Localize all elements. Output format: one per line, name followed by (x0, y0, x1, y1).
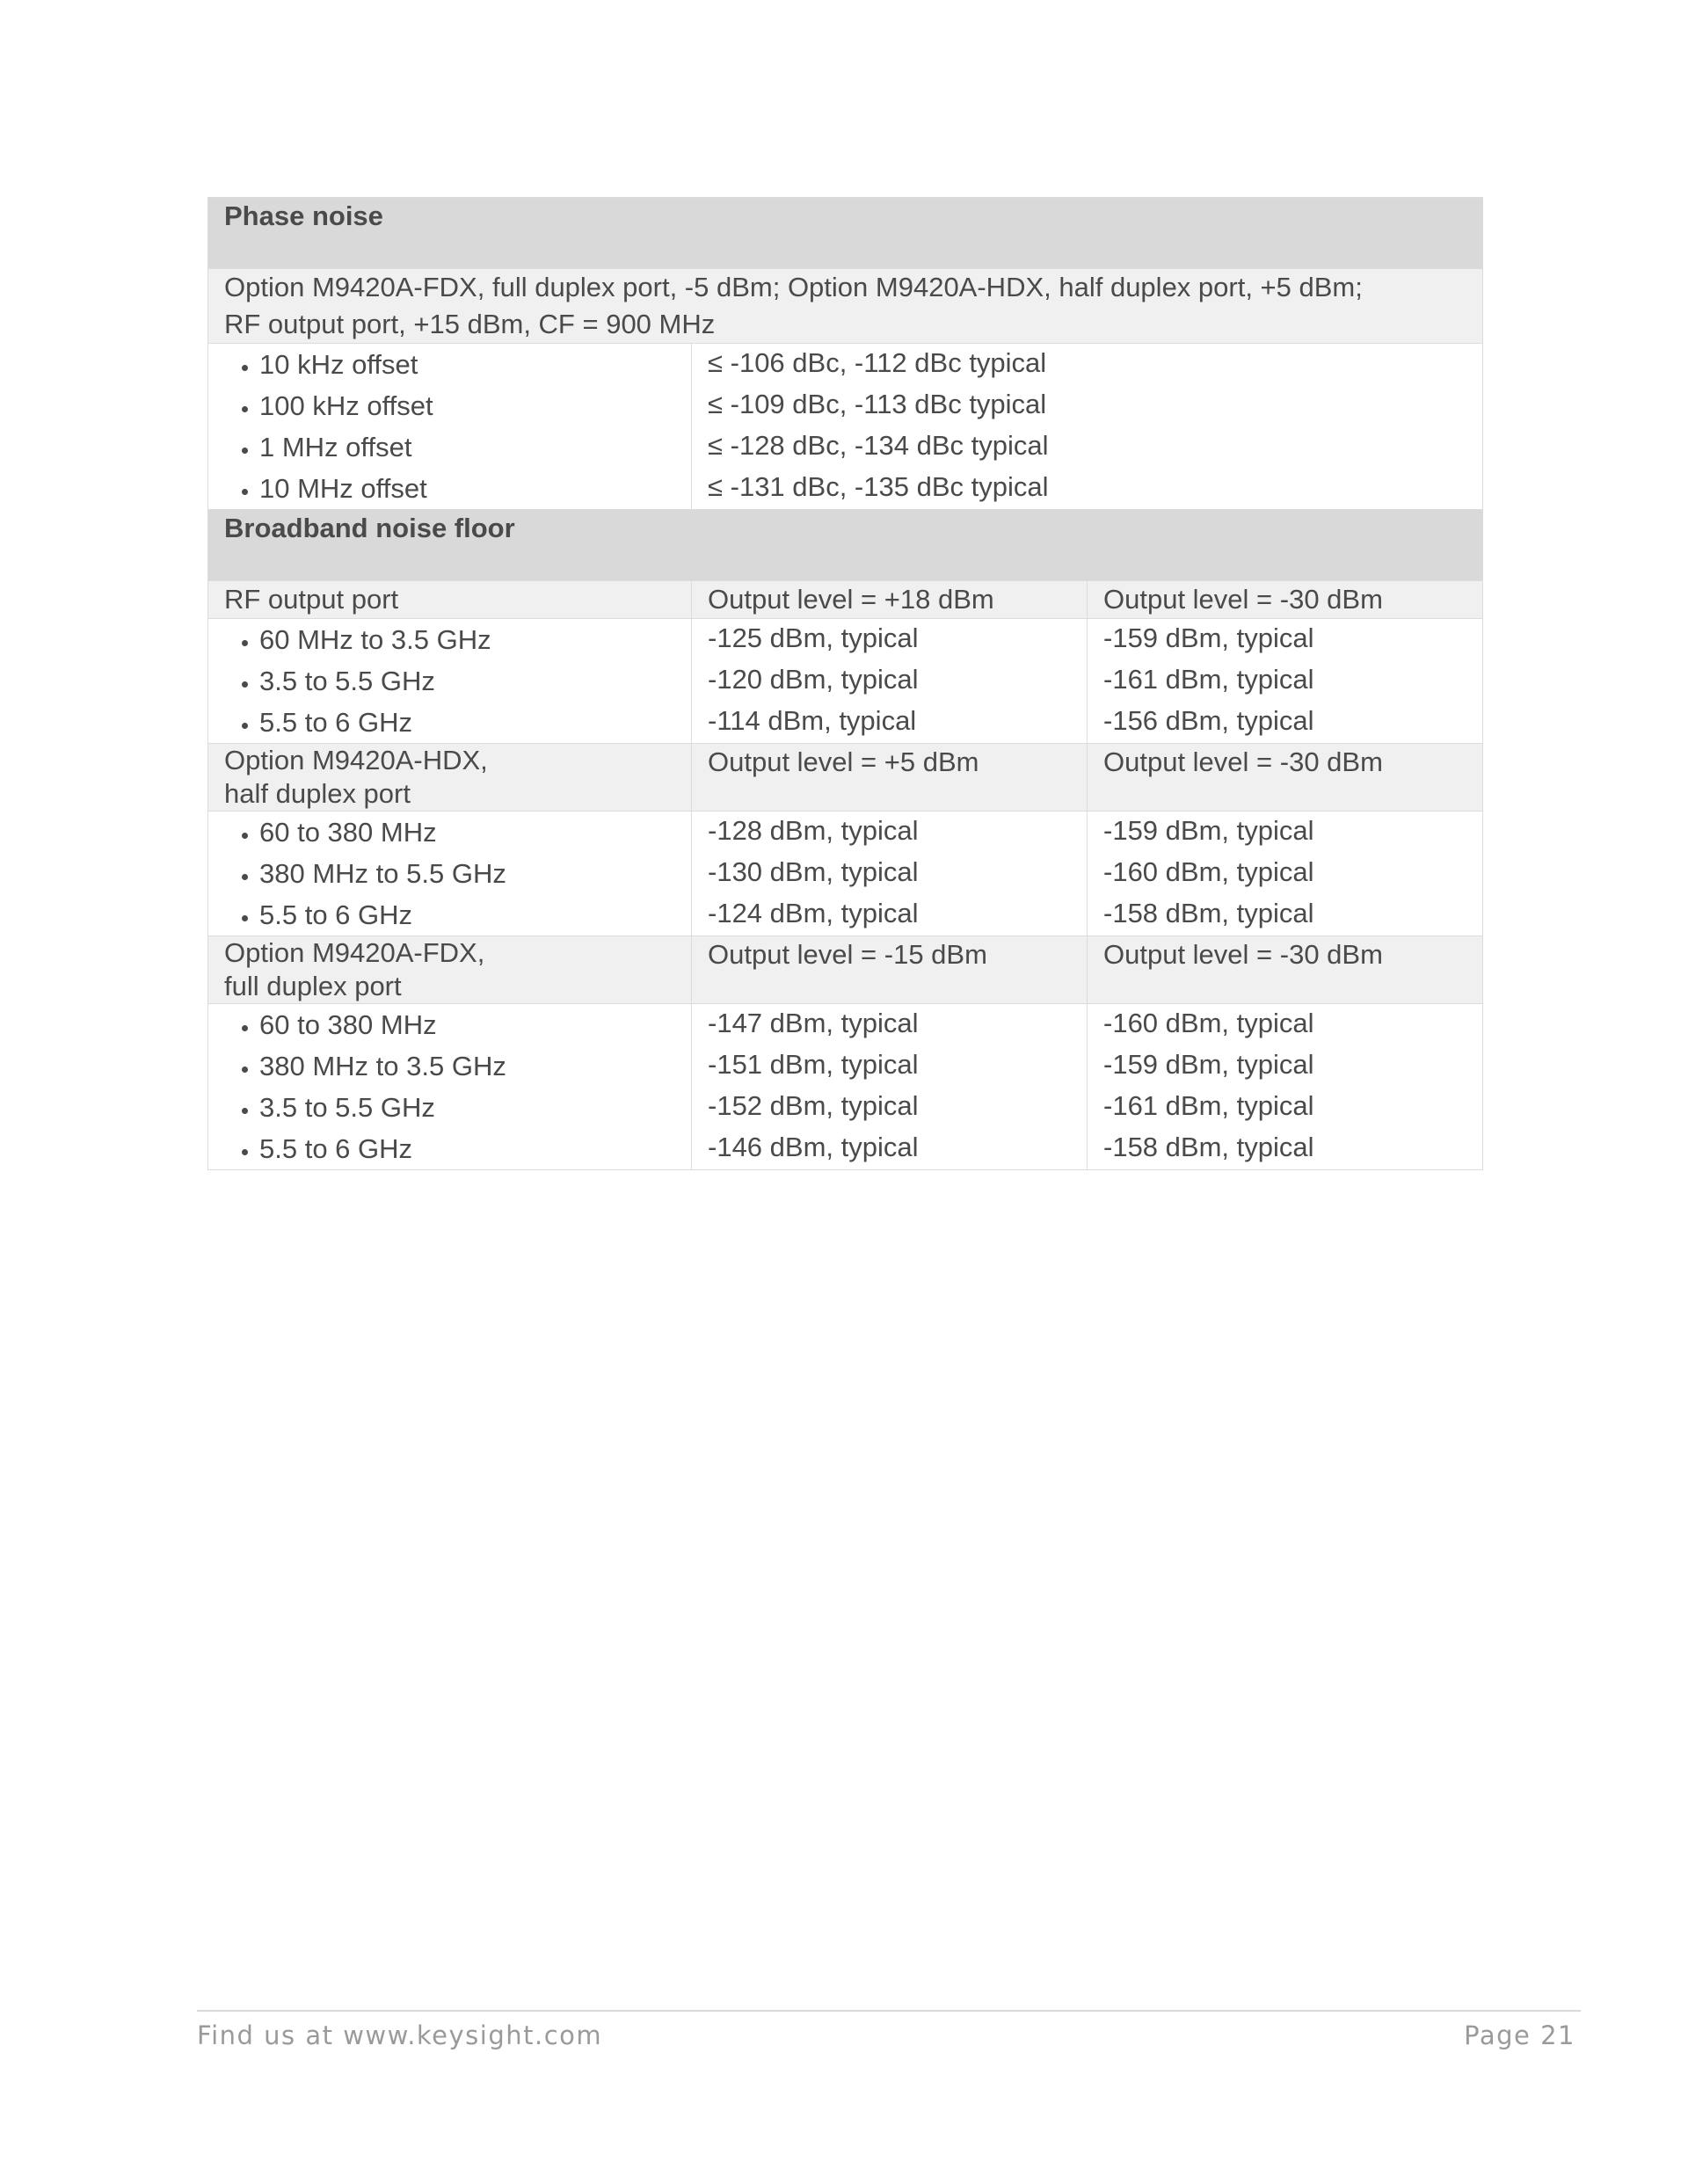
list-item: • 3.5 to 5.5 GHz (259, 660, 675, 702)
value-text: -161 dBm, typical (1103, 664, 1314, 695)
col3-header-cell (1088, 936, 1483, 1004)
offset-list (224, 344, 675, 509)
list-item: • 10 kHz offset (259, 344, 675, 385)
list-item: • 10 MHz offset (259, 468, 675, 509)
list-item: • 5.5 to 6 GHz (259, 702, 675, 743)
value-text: -151 dBm, typical (708, 1049, 919, 1080)
value-text: -159 dBm, typical (1103, 1049, 1314, 1080)
output-level-header: Output level = +18 dBm (708, 584, 994, 615)
group-label-cell (208, 936, 692, 1004)
value-text: -120 dBm, typical (708, 664, 919, 695)
list-item: • 5.5 to 6 GHz (259, 1128, 675, 1169)
phase-noise-value-cell (692, 344, 1483, 510)
col2-header-cell (692, 744, 1088, 812)
footer-divider (197, 2010, 1581, 2012)
list-item: • 60 to 380 MHz (259, 1004, 675, 1045)
col2-header-cell (692, 936, 1088, 1004)
col3-header-cell (1088, 581, 1483, 619)
condition-line: RF output port, +15 dBm, CF = 900 MHz (224, 309, 716, 339)
range-list-cell (208, 619, 692, 744)
value-text: -147 dBm, typical (708, 1008, 919, 1038)
col3-values-cell (1088, 1004, 1483, 1170)
value-text: -160 dBm, typical (1103, 1008, 1314, 1038)
col3-header-cell (1088, 744, 1483, 812)
list-item: • 100 kHz offset (259, 385, 675, 426)
value-text: -114 dBm, typical (708, 705, 917, 736)
broadband-noise-section-header (208, 510, 1483, 581)
value-text: -152 dBm, typical (708, 1090, 919, 1121)
list-item: • 380 MHz to 5.5 GHz (259, 853, 675, 894)
group-values-row (208, 1004, 1483, 1170)
value-text: ≤ -106 dBc, -112 dBc typical (708, 347, 1047, 378)
col2-header-cell (692, 581, 1088, 619)
conditions-cell (208, 269, 1483, 344)
col2-values-cell (692, 1004, 1088, 1170)
value-text: -161 dBm, typical (1103, 1090, 1314, 1121)
output-level-header: Output level = -30 dBm (1103, 939, 1383, 970)
output-level-header: Output level = +5 dBm (708, 746, 979, 777)
value-text: -124 dBm, typical (708, 898, 919, 928)
condition-line: Option M9420A-FDX, full duplex port, -5 dBm; Option M9420A-HDX, half duplex port, +5 dBm; (224, 272, 1363, 302)
offset-list-cell (208, 344, 692, 510)
group-label: Option M9420A-HDX, (224, 745, 488, 775)
col3-values-cell (1088, 812, 1483, 936)
value-text: -159 dBm, typical (1103, 815, 1314, 846)
group-values-row (208, 619, 1483, 744)
section-title: Phase noise (208, 198, 1483, 269)
section-title: Broadband noise floor (208, 510, 1483, 581)
output-level-header: Output level = -15 dBm (708, 939, 987, 970)
list-item: • 3.5 to 5.5 GHz (259, 1087, 675, 1128)
range-list-cell (208, 812, 692, 936)
value-text: -160 dBm, typical (1103, 856, 1314, 887)
phase-noise-section-header (208, 198, 1483, 269)
spec-table (207, 197, 1483, 1170)
list-item: • 60 MHz to 3.5 GHz (259, 619, 675, 660)
group-label: Option M9420A-FDX, (224, 937, 485, 968)
value-text: -159 dBm, typical (1103, 622, 1314, 653)
phase-noise-values-row (208, 344, 1483, 510)
col2-values-cell (692, 619, 1088, 744)
list-item: • 60 to 380 MHz (259, 812, 675, 853)
group-header-row (208, 936, 1483, 1004)
col3-values-cell (1088, 619, 1483, 744)
list-item: • 380 MHz to 3.5 GHz (259, 1045, 675, 1087)
group-label: full duplex port (224, 971, 402, 1001)
range-list (224, 619, 675, 743)
group-header-row (208, 744, 1483, 812)
phase-noise-conditions-row (208, 269, 1483, 344)
value-text: ≤ -128 dBc, -134 dBc typical (708, 430, 1049, 461)
output-level-header: Output level = -30 dBm (1103, 746, 1383, 777)
list-item: • 5.5 to 6 GHz (259, 894, 675, 935)
group-label-cell (208, 744, 692, 812)
range-list (224, 812, 675, 935)
range-list (224, 1004, 675, 1169)
group-header-row (208, 581, 1483, 619)
value-text: -156 dBm, typical (1103, 705, 1314, 736)
value-text: ≤ -131 dBc, -135 dBc typical (708, 471, 1049, 502)
group-label-cell (208, 581, 692, 619)
group-values-row (208, 812, 1483, 936)
value-text: -146 dBm, typical (708, 1132, 919, 1162)
value-text: -158 dBm, typical (1103, 898, 1314, 928)
value-text: -128 dBm, typical (708, 815, 919, 846)
group-label: half duplex port (224, 778, 411, 809)
footer-website-text: Find us at www.keysight.com (197, 2020, 603, 2050)
list-item: • 1 MHz offset (259, 426, 675, 468)
range-list-cell (208, 1004, 692, 1170)
group-label: RF output port (224, 584, 399, 615)
value-text: ≤ -109 dBc, -113 dBc typical (708, 389, 1047, 419)
output-level-header: Output level = -30 dBm (1103, 584, 1383, 615)
value-text: -125 dBm, typical (708, 622, 919, 653)
col2-values-cell (692, 812, 1088, 936)
value-text: -158 dBm, typical (1103, 1132, 1314, 1162)
page-number: Page 21 (1464, 2020, 1575, 2050)
value-text: -130 dBm, typical (708, 856, 919, 887)
